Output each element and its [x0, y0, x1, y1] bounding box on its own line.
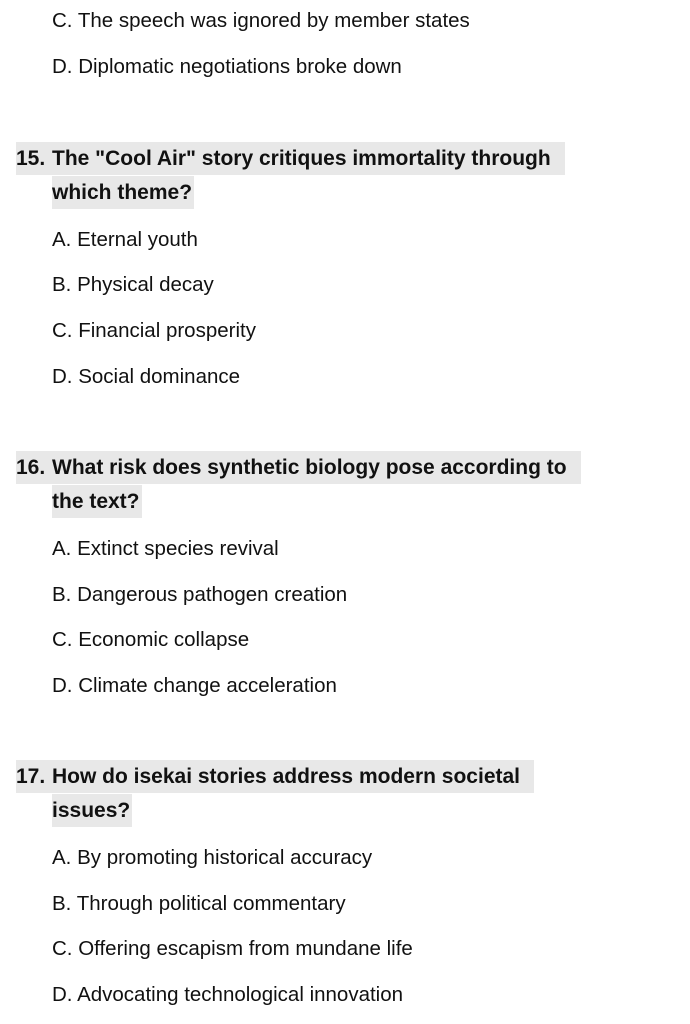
option-15-c[interactable]	[52, 319, 256, 343]
option-letter: B.	[52, 892, 72, 915]
option-text: Economic collapse	[78, 628, 250, 651]
question-text-line-2: which theme?	[52, 176, 194, 209]
option-text: Diplomatic negotiations broke down	[78, 55, 402, 78]
option-letter: D.	[52, 55, 73, 78]
question-text-line-2: issues?	[52, 794, 132, 827]
option-16-d[interactable]	[52, 674, 337, 698]
option-letter: D.	[52, 365, 73, 388]
option-text: Extinct species revival	[77, 537, 279, 560]
option-17-b[interactable]	[52, 892, 346, 916]
option-14-d[interactable]	[52, 55, 402, 79]
option-text: Eternal youth	[77, 228, 198, 251]
option-text: By promoting historical accuracy	[77, 846, 373, 869]
option-letter: C.	[52, 319, 73, 342]
option-text: Advocating technological innovation	[77, 983, 404, 1006]
option-letter: C.	[52, 9, 73, 32]
option-text: Climate change acceleration	[78, 674, 337, 697]
option-17-c[interactable]	[52, 937, 413, 961]
option-text: Social dominance	[78, 365, 241, 388]
option-15-a[interactable]	[52, 228, 198, 252]
option-text: Financial prosperity	[78, 319, 256, 342]
question-text-line-1: The "Cool Air" story critiques immortality through	[52, 142, 565, 175]
option-16-c[interactable]	[52, 628, 249, 652]
option-letter: C.	[52, 937, 73, 960]
option-16-b[interactable]	[52, 583, 347, 607]
question-number: 15.	[16, 142, 52, 175]
option-text: Physical decay	[77, 273, 214, 296]
option-letter: B.	[52, 583, 72, 606]
option-text: The speech was ignored by member states	[77, 9, 470, 32]
option-16-a[interactable]	[52, 537, 279, 561]
option-letter: A.	[52, 846, 72, 869]
question-number: 16.	[16, 451, 52, 484]
option-letter: D.	[52, 674, 73, 697]
option-letter: A.	[52, 537, 72, 560]
option-17-d[interactable]	[52, 983, 403, 1007]
option-letter: C.	[52, 628, 73, 651]
option-14-c[interactable]	[52, 9, 470, 33]
option-15-b[interactable]	[52, 273, 214, 297]
option-letter: D.	[52, 983, 73, 1006]
question-text-line-1: What risk does synthetic biology pose according to	[52, 451, 581, 484]
option-15-d[interactable]	[52, 365, 240, 389]
option-letter: A.	[52, 228, 72, 251]
option-letter: B.	[52, 273, 72, 296]
option-text: Dangerous pathogen creation	[77, 583, 348, 606]
question-number: 17.	[16, 760, 52, 793]
question-text-line-2: the text?	[52, 485, 142, 518]
question-text-line-1: How do isekai stories address modern societal	[52, 760, 534, 793]
option-17-a[interactable]	[52, 846, 372, 870]
option-text: Offering escapism from mundane life	[78, 937, 413, 960]
option-text: Through political commentary	[76, 892, 346, 915]
